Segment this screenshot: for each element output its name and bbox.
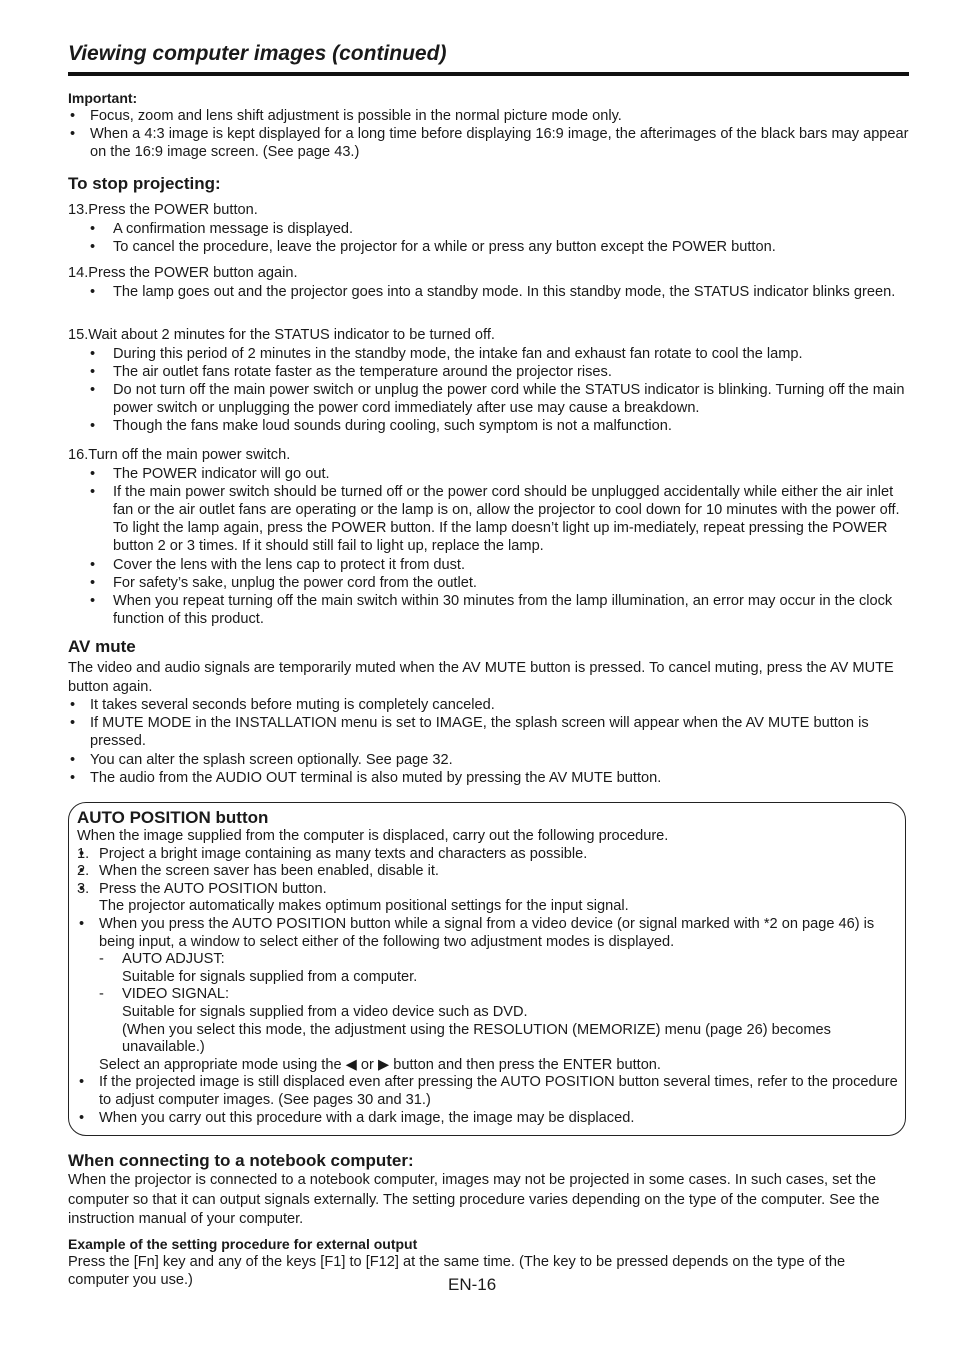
example-heading: Example of the setting procedure for external output: [68, 1235, 418, 1252]
list-item: [77, 846, 899, 864]
step-text: Press the AUTO POSITION button.: [99, 880, 327, 897]
step-number: • 1.: [77, 845, 90, 862]
list-item: [77, 881, 899, 899]
page-title: Viewing computer images (continued): [68, 42, 447, 65]
list-item: • If the main power switch should be turned off or the power cord should be unplugged accidentally while either the air inlet fan or the air outlet fans are operating or the lamp is on, allow the projector to cool down for 10 minutes with the power off. To light the lamp again, press the POWER button. If the lamp doesn’t light up im-mediately, repeat pressing the POWER button 2 or 3 times. If it should still fail to light up, replace the lamp.: [68, 483, 909, 556]
step3-note: The projector automatically makes optimum positional settings for the input signal.: [99, 898, 629, 915]
step-text: When the screen saver has been enabled, disable it.: [99, 863, 439, 880]
list-item: • When you repeat turning off the main switch within 30 minutes from the lamp illumination, an error may occur in the clock function of this product.: [68, 592, 909, 628]
step-text: 14.Press the POWER button again.: [68, 265, 298, 281]
title-rule: [68, 72, 909, 76]
mode-name: VIDEO SIGNAL:: [122, 986, 230, 1003]
list-item: • The lamp goes out and the projector goes into a standby mode. In this standby mode, the STATUS indicator blinks green.: [68, 283, 909, 301]
step-number: • 3.: [77, 880, 90, 897]
auto-position-intro: When the image supplied from the computer is displaced, carry out the following procedure.: [77, 828, 669, 844]
avmute-intro: The video and audio signals are temporarily muted when the AV MUTE button is pressed. To cancel muting, press the AV MUTE button again.: [68, 660, 894, 695]
left-arrow-icon: ◀: [345, 1056, 357, 1073]
notebook-intro: When the projector is connected to a notebook computer, images may not be projected in some cases. In such cases, set the computer so that it can output signals externally. The setting procedure varies depending on the type of the computer. See the instruction manual of your computer.: [68, 1172, 880, 1227]
list-item: • When a 4:3 image is kept displayed for a long time before displaying 16:9 image, the afterimages of the black bars may appear on the 16:9 image screen. (See page 43.): [68, 125, 909, 161]
list-item: • The POWER indicator will go out.: [68, 465, 909, 483]
notebook-section: [68, 1151, 909, 1290]
step-text: 13.Press the POWER button.: [68, 202, 258, 218]
avmute-heading: AV mute: [68, 637, 136, 656]
page-number: EN-16: [448, 1275, 497, 1294]
list-item: • Do not turn off the main power switch or unplug the power cord while the STATUS indicator is blinking. Turning off the main power switch or unplugging the power cord immediately after use may cause a breakdown.: [68, 381, 909, 417]
list-item: • If the projected image is still displaced even after pressing the AUTO POSITION button several times, refer to the procedure to adjust computer images. (See pages 30 and 31.): [77, 1074, 899, 1109]
list-item: • A confirmation message is displayed.: [68, 220, 909, 238]
select-mode-text: [77, 1057, 899, 1075]
step-text: 16.Turn off the main power switch.: [68, 447, 291, 463]
avmute-section: [68, 637, 909, 787]
mode-video-signal: - VIDEO SIGNAL:: [99, 986, 230, 1003]
list-item: • If MUTE MODE in the INSTALLATION menu is set to IMAGE, the splash screen will appear when the AV MUTE button is pressed.: [68, 714, 909, 750]
step-13: [68, 201, 909, 256]
auto-position-bullets: [77, 916, 899, 951]
list-item: • To cancel the procedure, leave the projector for a while or press any button except the POWER button.: [68, 238, 909, 256]
important-label: Important:: [68, 90, 138, 106]
step-bullets: [68, 283, 909, 301]
auto-position-steps: [77, 846, 899, 899]
list-item: • It takes several seconds before muting is completely canceled.: [68, 696, 909, 714]
step-bullets: [68, 465, 909, 629]
important-section: [68, 90, 909, 162]
avmute-list: [68, 696, 909, 787]
mode-name: AUTO ADJUST:: [122, 951, 225, 968]
auto-position-heading: AUTO POSITION button: [77, 808, 269, 827]
step-14: [68, 264, 909, 301]
list-item: • The air outlet fans rotate faster as the temperature around the projector rises.: [68, 363, 909, 381]
mode-desc: Suitable for signals supplied from a computer.: [122, 968, 418, 985]
list-item: • The audio from the AUDIO OUT terminal is also muted by pressing the AV MUTE button.: [68, 769, 909, 787]
stop-heading: To stop projecting:: [68, 174, 221, 193]
right-arrow-icon: ▶: [377, 1056, 390, 1073]
list-item: • Though the fans make loud sounds during cooling, such symptom is not a malfunction.: [68, 417, 909, 435]
step-15: [68, 326, 909, 436]
mode-auto-adjust: - AUTO ADJUST:: [99, 951, 225, 968]
select-or: or: [356, 1056, 378, 1073]
step-16: [68, 446, 909, 628]
select-post: button and then press the ENTER button.: [389, 1056, 661, 1073]
important-list: [68, 107, 909, 162]
list-item: • When you carry out this procedure with a dark image, the image may be displaced.: [77, 1110, 899, 1128]
notebook-heading: When connecting to a notebook computer:: [68, 1151, 414, 1170]
list-item: [77, 863, 899, 881]
list-item: • Focus, zoom and lens shift adjustment is possible in the normal picture mode only.: [68, 107, 909, 125]
mode-desc: Suitable for signals supplied from a video device such as DVD.: [122, 1003, 528, 1020]
step-bullets: [68, 345, 909, 436]
step-number: • 2.: [77, 863, 90, 880]
auto-position-section: [77, 808, 899, 1127]
step-text: Project a bright image containing as many texts and characters as possible.: [99, 845, 588, 862]
example-text: Press the [Fn] key and any of the keys [F1] to [F12] at the same time. (The key to be pressed depends on the type of the computer you use.): [68, 1253, 846, 1288]
list-item: • When you press the AUTO POSITION button while a signal from a video device (or signal marked with *2 on page 46) is being input, a window to select either of the following two adjustment modes is displayed.: [77, 916, 899, 951]
list-item: • During this period of 2 minutes in the standby mode, the intake fan and exhaust fan rotate to cool the lamp.: [68, 345, 909, 363]
list-item: • For safety’s sake, unplug the power cord from the outlet.: [68, 574, 909, 592]
step-bullets: [68, 220, 909, 256]
list-item: • You can alter the splash screen optionally. See page 32.: [68, 751, 909, 769]
auto-position-bullets-2: [77, 1074, 899, 1127]
select-pre: Select an appropriate mode using the: [99, 1056, 346, 1073]
list-item: • Cover the lens with the lens cap to protect it from dust.: [68, 556, 909, 574]
mode-note: (When you select this mode, the adjustment using the RESOLUTION (MEMORIZE) menu (page 26) becomes unavailable.): [122, 1021, 831, 1056]
step-text: 15.Wait about 2 minutes for the STATUS indicator to be turned off.: [68, 327, 495, 343]
